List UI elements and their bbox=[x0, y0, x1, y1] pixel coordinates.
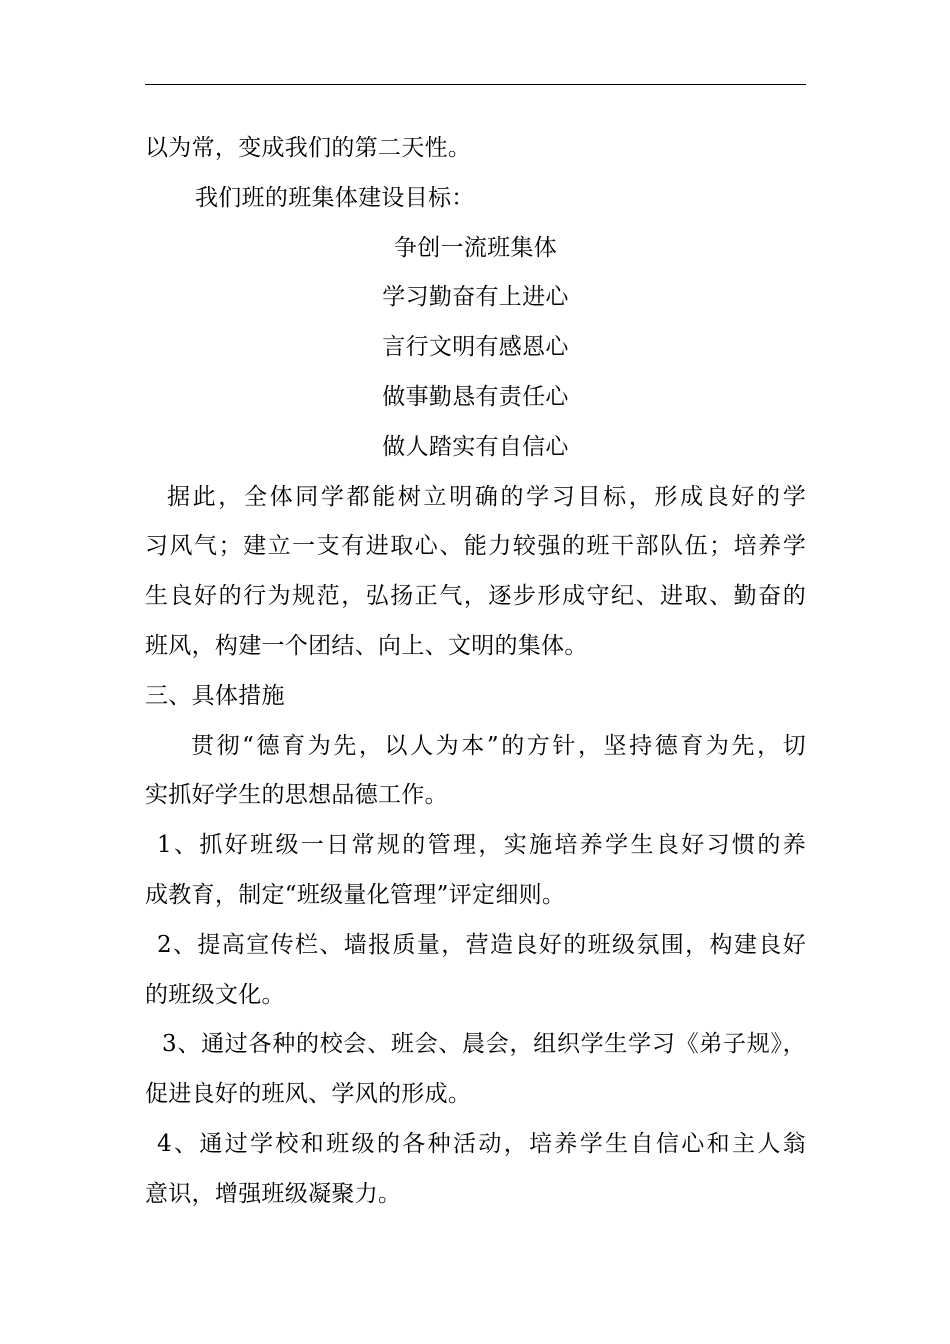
body-line: 班风，构建一个团结、向上、文明的集体。 bbox=[145, 632, 588, 659]
body-line: 据此，全体同学都能树立明确的学习目标，形成良好的学 bbox=[167, 483, 806, 510]
list-item-line: 4、通过学校和班级的各种活动，培养学生自信心和主人翁 bbox=[157, 1130, 806, 1157]
list-item-line: 的班级文化。 bbox=[145, 981, 285, 1008]
slogan-line: 做人踏实有自信心 bbox=[382, 433, 569, 460]
body-line: 习风气；建立一支有进取心、能力较强的班干部队伍；培养学 bbox=[145, 533, 806, 560]
slogan-line: 学习勤奋有上进心 bbox=[382, 284, 569, 311]
body-line: 生良好的行为规范，弘扬正气，逐步形成守纪、进取、勤奋的 bbox=[145, 583, 806, 610]
slogan-line: 言行文明有感恩心 bbox=[382, 334, 569, 361]
body-line: 贯彻“德育为先，以人为本”的方针，坚持德育为先，切 bbox=[191, 732, 806, 759]
list-item-line: 1、抓好班级一日常规的管理，实施培养学生良好习惯的养 bbox=[157, 832, 806, 859]
header-rule bbox=[145, 84, 806, 85]
list-item-line: 成教育，制定“班级量化管理”评定细则。 bbox=[145, 881, 566, 908]
list-item-line: 3、通过各种的校会、班会、晨会，组织学生学习《弟子规》， bbox=[162, 1031, 806, 1058]
body-line: 以为常，变成我们的第二天性。 bbox=[145, 135, 472, 161]
body-line: 实抓好学生的思想品德工作。 bbox=[145, 782, 448, 809]
list-item-line: 促进良好的班风、学风的形成。 bbox=[145, 1081, 472, 1108]
slogan-line: 争创一流班集体 bbox=[393, 234, 558, 261]
document-body bbox=[145, 124, 806, 1220]
list-item-line: 2、提高宣传栏、墙报质量，营造良好的班级氛围，构建良好 bbox=[157, 931, 806, 958]
goal-heading: 我们班的班集体建设目标： bbox=[195, 184, 475, 211]
section-heading: 三、具体措施 bbox=[145, 682, 285, 709]
list-item-line: 意识，增强班级凝聚力。 bbox=[145, 1180, 402, 1207]
slogan-line: 做事勤恳有责任心 bbox=[382, 383, 569, 410]
